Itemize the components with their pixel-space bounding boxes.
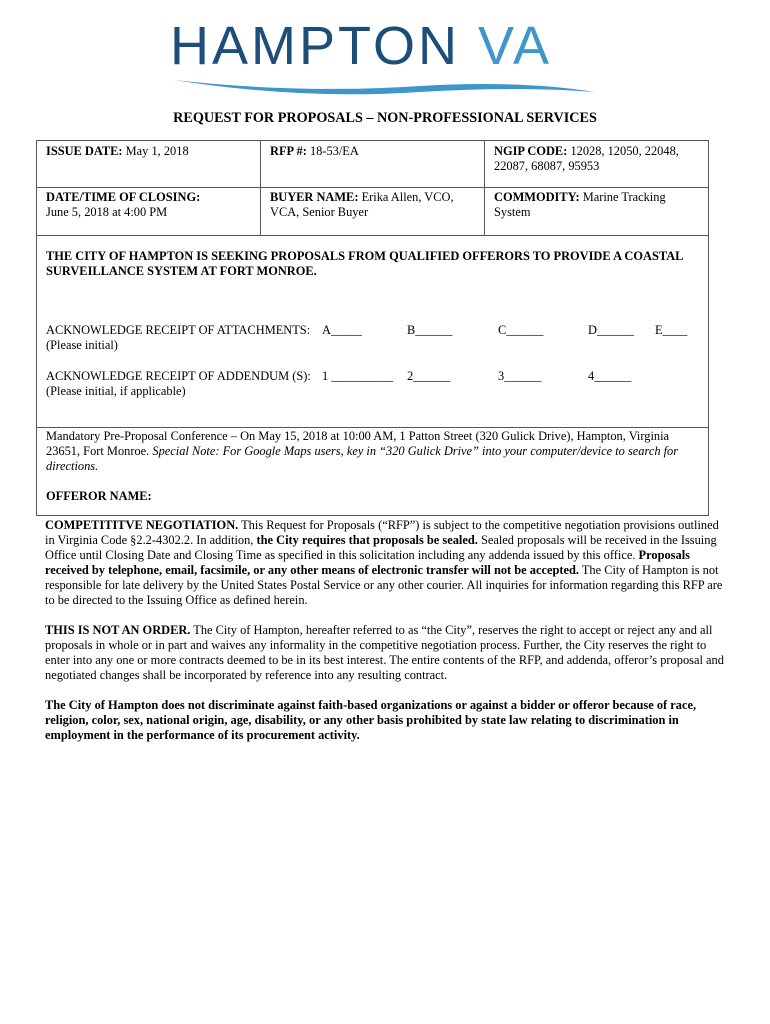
ngip-code-label: NGIP CODE: bbox=[494, 144, 568, 158]
buyer-cell bbox=[261, 187, 485, 235]
attachments-label: ACKNOWLEDGE RECEIPT OF ATTACHMENTS: bbox=[46, 323, 311, 337]
closing-cell bbox=[37, 187, 261, 235]
body-text bbox=[45, 518, 730, 758]
attachment-d-initial[interactable]: D______ bbox=[588, 323, 635, 337]
attachment-b-initial[interactable]: B______ bbox=[407, 323, 453, 337]
conference-note: Special Note: For Google Maps users, key in “320 Gulick Drive” into your computer/device to search for directions. bbox=[46, 444, 679, 473]
attachment-a-initial[interactable]: A_____ bbox=[322, 323, 362, 337]
document-title: REQUEST FOR PROPOSALS – NON-PROFESSIONAL SERVICES bbox=[173, 110, 597, 126]
not-order-heading: THIS IS NOT AN ORDER. bbox=[45, 623, 191, 637]
ngip-code-cell bbox=[485, 141, 708, 187]
logo-city: HAMPTON bbox=[170, 16, 461, 76]
rfp-number-label: RFP #: bbox=[270, 144, 307, 158]
not-order-paragraph bbox=[45, 623, 730, 683]
header-row-1 bbox=[37, 141, 708, 188]
not-order-text: The City of Hampton, hereafter referred to as “the City”, reserves the right to accept or reject any and all proposals in whole or in part and waives any informality in the competitive negotiation process. Further, the City reserves the right to enter into any one or more contracts deemed to be in its best interest. The entire contents of the RFP, and addenda, offeror’s proposal and negotiated changes shall be incorporated by reference into any resulting contract. bbox=[45, 623, 724, 682]
rfp-number-cell bbox=[261, 141, 485, 187]
negotiation-bold-2: Proposals received by telephone, email, facsimile, or any other means of electronic transfer will not be accepted. bbox=[45, 548, 690, 577]
logo-state: VA bbox=[478, 16, 553, 76]
offeror-name-label: OFFEROR NAME: bbox=[46, 489, 152, 503]
issue-date-value: May 1, 2018 bbox=[125, 144, 189, 158]
commodity-label: COMMODITY: bbox=[494, 190, 580, 204]
closing-value: June 5, 2018 at 4:00 PM bbox=[46, 205, 168, 219]
logo-wave-icon bbox=[174, 80, 595, 94]
commodity-cell bbox=[485, 187, 708, 235]
issue-date-label: ISSUE DATE: bbox=[46, 144, 123, 158]
negotiation-paragraph bbox=[45, 518, 730, 608]
conference-text bbox=[46, 429, 699, 474]
addendum-1-initial[interactable]: 1 __________ bbox=[322, 369, 394, 383]
rfp-number-value: 18-53/EA bbox=[309, 144, 359, 158]
addendum-note: (Please initial, if applicable) bbox=[46, 384, 186, 398]
issue-date-cell bbox=[37, 141, 261, 187]
buyer-value: Erika Allen, VCO, VCA, Senior Buyer bbox=[270, 190, 454, 219]
negotiation-text-3: The City of Hampton is not responsible for late delivery by the United States Postal Service or any other courier. All inquiries for information regarding this RFP are to be directed to the Issuing Office as defined herein. bbox=[45, 563, 723, 607]
nondiscrimination-paragraph: The City of Hampton does not discriminate against faith-based organizations or against a bidder or offeror because of race, religion, color, sex, national origin, age, disability, or any other basis prohibited by state law relating to discrimination in employment in the performance of its procurement activity. bbox=[45, 698, 697, 742]
negotiation-heading: COMPETITITVE NEGOTIATION. bbox=[45, 518, 239, 532]
negotiation-text-1: This Request for Proposals (“RFP”) is subject to the competitive negotiation provisions outlined in Virginia Code §2.2-4302.2. In addition, bbox=[45, 518, 719, 547]
conference-details: Mandatory Pre-Proposal Conference – On May 15, 2018 at 10:00 AM, 1 Patton Street (320 Gulick Drive), Hampton, Virginia 23651, Fort Monroe. bbox=[46, 429, 670, 458]
hampton-va-logo bbox=[170, 16, 600, 100]
negotiation-text-2: Sealed proposals will be received in the Issuing Office until Closing Date and Closing Time as specified in this solicitation including any addenda issued by this office. bbox=[45, 533, 717, 562]
attachment-e-initial[interactable]: E____ bbox=[655, 323, 688, 337]
rfp-info-box bbox=[36, 140, 709, 516]
attachment-c-initial[interactable]: C______ bbox=[498, 323, 544, 337]
ngip-code-value: 12028, 12050, 22048, 22087, 68087, 95953 bbox=[494, 144, 679, 173]
addendum-3-initial[interactable]: 3______ bbox=[498, 369, 542, 383]
conference-section bbox=[37, 427, 708, 483]
buyer-label: BUYER NAME: bbox=[270, 190, 359, 204]
attachments-note: (Please initial) bbox=[46, 338, 118, 352]
logo-text bbox=[170, 16, 552, 76]
addendum-label: ACKNOWLEDGE RECEIPT OF ADDENDUM (S): bbox=[46, 369, 311, 383]
addendum-4-initial[interactable]: 4______ bbox=[588, 369, 632, 383]
commodity-value: Marine Tracking System bbox=[494, 190, 666, 219]
closing-label: DATE/TIME OF CLOSING: bbox=[46, 190, 201, 204]
negotiation-bold-1: the City requires that proposals be sealed. bbox=[256, 533, 478, 547]
seeking-statement: THE CITY OF HAMPTON IS SEEKING PROPOSALS FROM QUALIFIED OFFERORS TO PROVIDE A COASTAL SURVEILLANCE SYSTEM AT FORT MONROE. bbox=[46, 249, 683, 278]
addendum-2-initial[interactable]: 2______ bbox=[407, 369, 451, 383]
acknowledgement-section bbox=[37, 235, 708, 428]
header-row-2 bbox=[37, 187, 708, 236]
